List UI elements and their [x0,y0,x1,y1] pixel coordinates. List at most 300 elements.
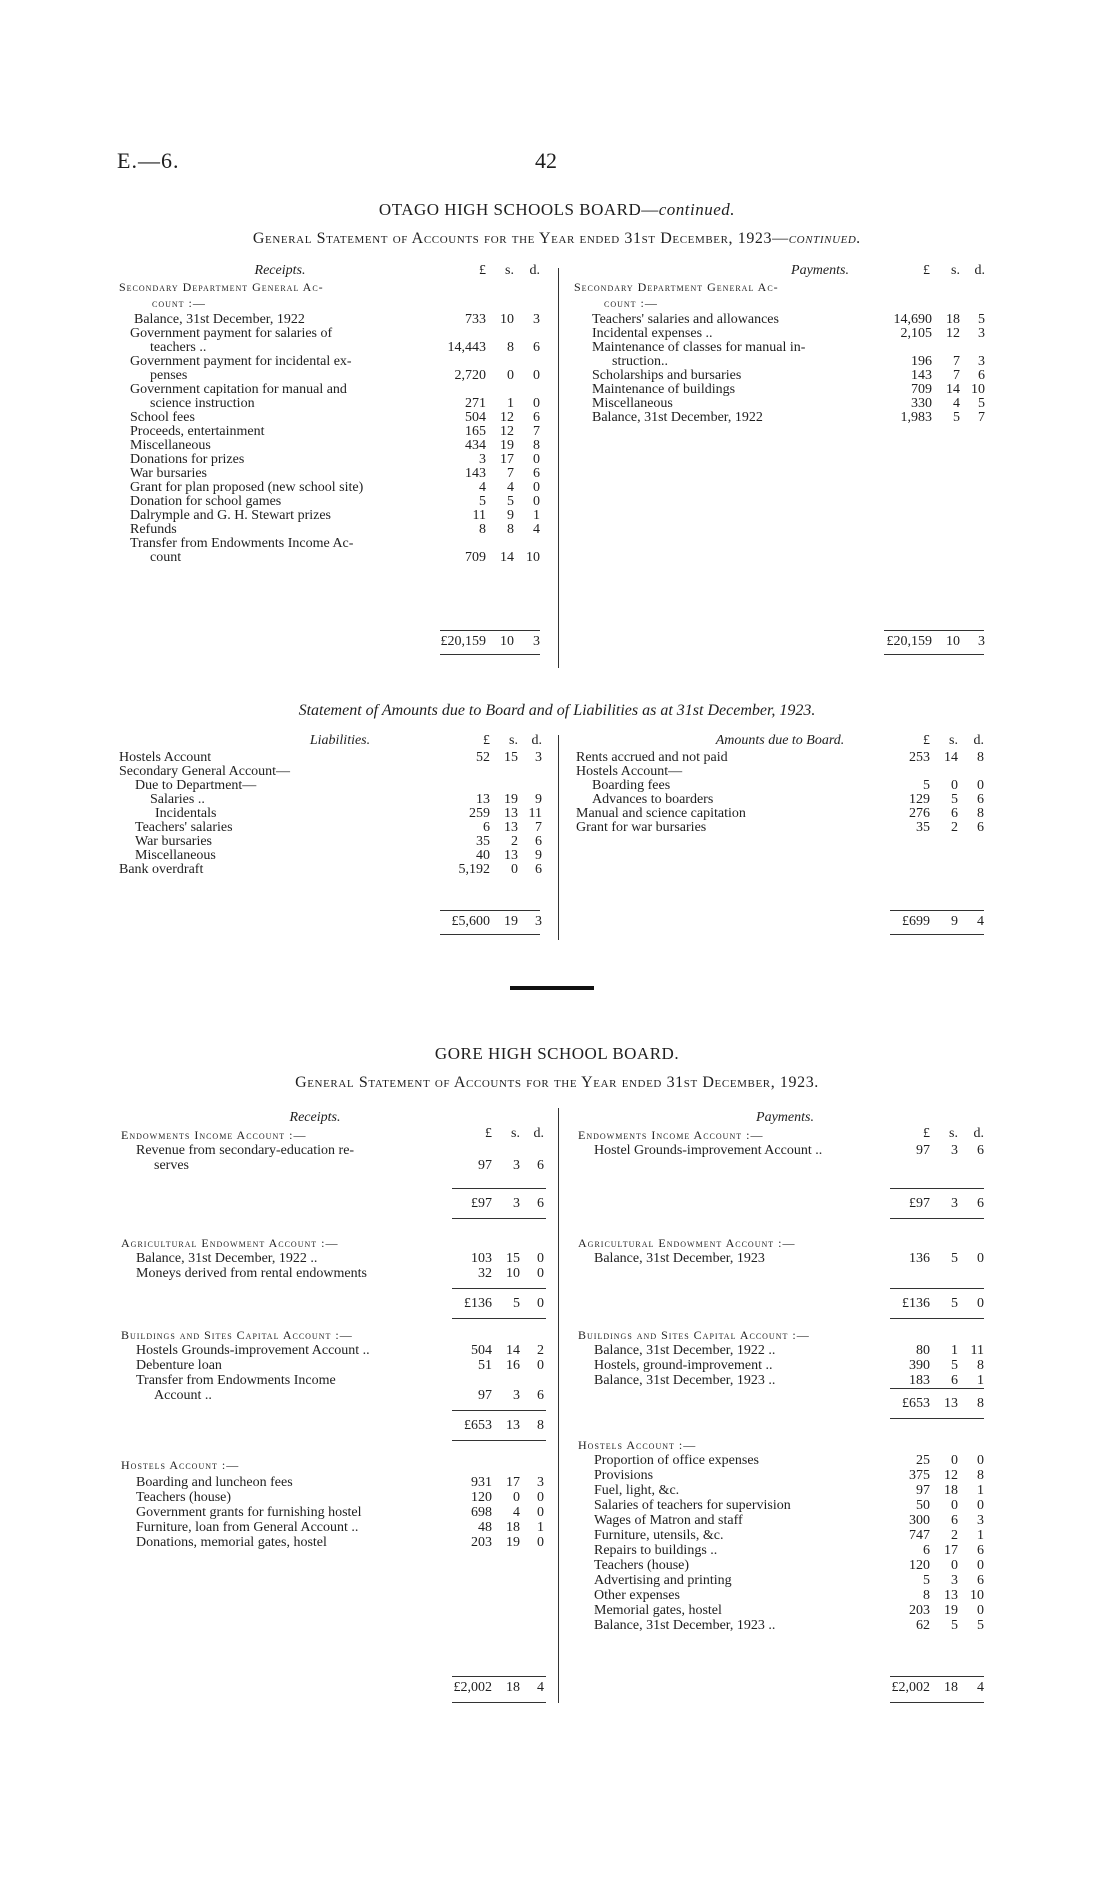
item-shillings: 3 [513,1158,520,1173]
item-pounds: 48 [478,1520,492,1535]
item-pence: 0 [533,494,540,509]
item-pence: 3 [978,326,985,341]
item-pence: 5 [977,1618,984,1633]
total-pence: 0 [977,1296,984,1311]
section-separator [510,986,594,990]
item-label: Salaries of teachers for supervision [594,1498,791,1513]
item-shillings: 18 [946,312,960,327]
item-pence: 2 [537,1343,544,1358]
item-pence: 6 [533,410,540,425]
rule [452,1676,546,1677]
item-label: War bursaries [130,466,208,481]
item-pounds: 390 [909,1358,930,1373]
item-label: serves [154,1158,189,1173]
item-shillings: 4 [513,1505,520,1520]
item-label: Transfer from Endowments Income Ac- [130,536,354,551]
gore-r-endow-heading: Endowments Income Account :— [121,1128,307,1142]
rule [890,1288,984,1289]
total-shillings: 13 [944,1396,958,1411]
item-shillings: 4 [953,396,960,411]
otago-subtitle [0,230,1114,248]
total-shillings: 19 [504,914,518,929]
item-label: Memorial gates, hostel [594,1603,722,1618]
item-pence: 0 [977,778,984,793]
pounds-heading: £ [479,263,486,278]
item-pounds: 14,443 [447,340,486,355]
item-pounds: 5,192 [458,862,490,877]
item-pence: 3 [978,354,985,369]
item-pence: 8 [533,438,540,453]
total-pounds: £136 [902,1296,930,1311]
otago-payments-section-line2: count :— [604,296,658,310]
item-pence: 8 [977,1468,984,1483]
item-label: Teachers' salaries and allowances [592,312,779,327]
item-label: Incidentals [155,806,217,821]
item-label: Maintenance of classes for manual in- [592,340,806,355]
item-pounds: 129 [909,792,930,807]
gore-p-hostel-heading: Hostels Account :— [578,1438,697,1452]
item-pounds: 165 [465,424,486,439]
item-pounds: 709 [911,382,932,397]
item-pence: 0 [977,1603,984,1618]
rule [890,1318,984,1319]
total-pounds: £653 [464,1418,492,1433]
item-pounds: 434 [465,438,486,453]
total-pounds: £2,002 [453,1680,492,1695]
item-label: Donation for school games [130,494,282,509]
item-label: Maintenance of buildings [592,382,736,397]
item-pounds: 330 [911,396,932,411]
item-label: Teachers' salaries [135,820,233,835]
item-shillings: 12 [946,326,960,341]
item-pounds: 300 [909,1513,930,1528]
total-pounds: £97 [471,1196,492,1211]
item-pounds: 143 [911,368,932,383]
item-label: Furniture, loan from General Account .. [136,1520,359,1535]
item-pounds: 50 [916,1498,930,1513]
item-shillings: 12 [944,1468,958,1483]
item-shillings: 14 [500,550,514,565]
item-pounds: 183 [909,1373,930,1388]
item-label: Government capitation for manual and [130,382,347,397]
item-pounds: 120 [909,1558,930,1573]
item-label: Grant for war bursaries [576,820,707,835]
amounts-due-heading: Amounts due to Board. [715,733,845,748]
item-label: Donations, memorial gates, hostel [136,1535,327,1550]
total-pence: 3 [535,914,542,929]
total-pence: 4 [977,1680,984,1695]
item-label: Provisions [594,1468,654,1483]
rule [890,1702,984,1703]
shillings-heading: s. [949,733,958,748]
total-pence: 8 [977,1396,984,1411]
item-pounds: 504 [471,1343,492,1358]
item-pounds: 35 [916,820,930,835]
item-label: Hostels Grounds-improvement Account .. [136,1343,370,1358]
rule [452,1188,546,1189]
total-pounds: £136 [464,1296,492,1311]
item-label: Salaries .. [150,792,205,807]
item-pounds: 51 [478,1358,492,1373]
pounds-heading: £ [483,733,490,748]
otago-receipts-heading: Receipts. [254,263,306,278]
item-label: Hostels Account [119,750,212,765]
item-label: Repairs to buildings .. [594,1543,718,1558]
total-pounds: £20,159 [440,634,486,649]
item-shillings: 16 [506,1358,520,1373]
item-shillings: 5 [951,792,958,807]
total-pence: 4 [977,914,984,929]
pounds-heading: £ [923,1126,930,1141]
item-pence: 7 [535,820,542,835]
rule [452,1288,546,1289]
item-pounds: 120 [471,1490,492,1505]
item-pence: 0 [537,1358,544,1373]
item-pence: 0 [977,1453,984,1468]
item-shillings: 5 [951,1358,958,1373]
item-pence: 0 [533,480,540,495]
item-label: Scholarships and bursaries [592,368,742,383]
otago-column-divider [558,268,559,668]
otago-receipts-total-rule [440,630,540,631]
item-pounds: 4 [479,480,486,495]
item-shillings: 9 [507,508,514,523]
pence-heading: d. [533,1126,544,1141]
gore-r-agri-heading: Agricultural Endowment Account :— [121,1236,339,1250]
item-label: Government payment for salaries of [130,326,333,341]
shillings-heading: s. [509,733,518,748]
item-shillings: 14 [946,382,960,397]
total-shillings: 18 [506,1680,520,1695]
item-pence: 6 [977,1543,984,1558]
item-pence: 9 [535,848,542,863]
item-shillings: 8 [507,340,514,355]
item-shillings: 15 [504,750,518,765]
item-pence: 0 [537,1251,544,1266]
item-pounds: 6 [923,1543,930,1558]
item-label: count [150,550,182,565]
item-label: Miscellaneous [135,848,216,863]
item-label: Incidental expenses .. [592,326,713,341]
item-pounds: 709 [465,550,486,565]
item-pounds: 14,690 [893,312,932,327]
item-pounds: 5 [923,1573,930,1588]
item-pounds: 52 [476,750,490,765]
item-label: Government grants for furnishing hostel [136,1505,362,1520]
item-label: Wages of Matron and staff [594,1513,743,1528]
otago-payments-heading: Payments. [791,263,849,278]
item-pence: 3 [533,312,540,327]
pence-heading: d. [974,263,985,278]
item-shillings: 2 [951,820,958,835]
liabilities-heading: Liabilities. [309,733,371,748]
item-pence: 1 [533,508,540,523]
item-shillings: 0 [951,778,958,793]
item-pence: 0 [537,1505,544,1520]
item-pence: 6 [533,340,540,355]
item-shillings: 0 [951,1498,958,1513]
item-shillings: 5 [953,410,960,425]
page-number: 42 [535,148,557,173]
item-pence: 1 [977,1483,984,1498]
item-pounds: 5 [479,494,486,509]
item-label: Advertising and printing [594,1573,732,1588]
item-pence: 6 [533,466,540,481]
item-label: Proceeds, entertainment [130,424,265,439]
item-pounds: 253 [909,750,930,765]
item-pence: 10 [970,1588,984,1603]
item-pence: 0 [533,368,540,383]
item-shillings: 6 [951,806,958,821]
gore-column-divider [558,1108,559,1703]
item-label: Balance, 31st December, 1922 [592,410,763,425]
item-label: Manual and science capitation [576,806,746,821]
gore-r-hostel-heading: Hostels Account :— [121,1458,240,1472]
gore-r-build-heading: Buildings and Sites Capital Account :— [121,1328,353,1342]
item-shillings: 0 [507,368,514,383]
item-pounds: 97 [478,1158,492,1173]
rule [890,1218,984,1219]
item-label: Rents accrued and not paid [576,750,728,765]
item-shillings: 13 [504,848,518,863]
item-label: Teachers (house) [594,1558,690,1573]
item-label: Proportion of office expenses [594,1453,759,1468]
item-label: Revenue from secondary-education re- [136,1143,355,1158]
item-pounds: 8 [923,1588,930,1603]
item-label: Other expenses [594,1588,680,1603]
total-pounds: £653 [902,1396,930,1411]
item-pence: 0 [977,1558,984,1573]
total-shillings: 3 [513,1196,520,1211]
gore-receipts-heading: Receipts. [289,1110,341,1125]
rule [890,1388,984,1389]
item-pence: 3 [977,1513,984,1528]
item-label: Government payment for incidental ex- [130,354,352,369]
total-shillings: 5 [513,1296,520,1311]
item-pence: 11 [528,806,542,821]
item-label: Hostels Account— [576,764,683,779]
item-pounds: 3 [479,452,486,467]
page-reference: E.—6. [117,148,180,173]
item-shillings: 3 [951,1143,958,1158]
item-shillings: 5 [951,1251,958,1266]
item-label: Fuel, light, &c. [594,1483,680,1498]
item-pounds: 6 [483,820,490,835]
item-label: Grant for plan proposed (new school site) [130,480,364,495]
item-pounds: 11 [472,508,486,523]
item-shillings: 19 [504,792,518,807]
item-label: Boarding fees [592,778,671,793]
item-label: Donations for prizes [130,452,245,467]
item-label: Balance, 31st December, 1923 .. [594,1373,776,1388]
item-pence: 7 [978,410,985,425]
rule [890,1418,984,1419]
item-pounds: 931 [471,1475,492,1490]
statement-column-divider [558,735,559,940]
item-label: Miscellaneous [592,396,673,411]
total-pounds: £20,159 [886,634,932,649]
pounds-heading: £ [923,263,930,278]
item-pence: 6 [977,820,984,835]
item-label: Hostel Grounds-improvement Account .. [594,1143,823,1158]
total-shillings: 3 [951,1196,958,1211]
item-shillings: 3 [951,1573,958,1588]
item-label: Teachers (house) [136,1490,232,1505]
total-pence: 6 [537,1196,544,1211]
item-pounds: 35 [476,834,490,849]
item-shillings: 19 [944,1603,958,1618]
item-pence: 10 [971,382,985,397]
item-pounds: 5 [923,778,930,793]
item-label: Boarding and luncheon fees [136,1475,293,1490]
item-shillings: 17 [944,1543,958,1558]
item-pence: 0 [537,1490,544,1505]
item-shillings: 1 [951,1343,958,1358]
item-pence: 3 [537,1475,544,1490]
item-label: Furniture, utensils, &c. [594,1528,724,1543]
item-label: Bank overdraft [119,862,204,877]
rule [890,1188,984,1189]
total-pence: 4 [537,1680,544,1695]
otago-subtitle-cont: continued. [788,230,862,247]
item-shillings: 10 [506,1266,520,1281]
otago-receipts-section-line1: Secondary Department General Ac- [119,280,324,294]
item-shillings: 7 [507,466,514,481]
item-shillings: 6 [951,1513,958,1528]
total-pence: 0 [537,1296,544,1311]
item-shillings: 0 [511,862,518,877]
item-pence: 6 [537,1158,544,1173]
gore-payments-heading: Payments. [756,1110,814,1125]
item-pence: 11 [970,1343,984,1358]
item-pounds: 97 [916,1483,930,1498]
item-pounds: 143 [465,466,486,481]
item-shillings: 10 [500,312,514,327]
pence-heading: d. [531,733,542,748]
item-pence: 0 [533,396,540,411]
amounts-due-double-rule [890,934,984,935]
item-pounds: 698 [471,1505,492,1520]
item-pence: 0 [977,1251,984,1266]
item-pounds: 97 [916,1143,930,1158]
item-label: Balance, 31st December, 1922 [134,312,305,327]
item-label: struction.. [612,354,668,369]
shillings-heading: s. [511,1126,520,1141]
otago-statement-title: Statement of Amounts due to Board and of Liabilities as at 31st December, 1923. [298,702,816,719]
item-pounds: 1,983 [900,410,932,425]
item-pounds: 103 [471,1251,492,1266]
item-pence: 0 [533,452,540,467]
item-label: Hostels, ground-improvement .. [594,1358,773,1373]
total-shillings: 10 [946,634,960,649]
item-shillings: 12 [500,410,514,425]
item-shillings: 15 [506,1251,520,1266]
otago-payments-double-rule [884,654,984,655]
pence-heading: d. [529,263,540,278]
item-pounds: 203 [471,1535,492,1550]
item-shillings: 13 [504,820,518,835]
item-pounds: 2,720 [454,368,486,383]
item-shillings: 18 [506,1520,520,1535]
otago-title-cont: continued. [658,200,736,219]
item-shillings: 5 [507,494,514,509]
item-pounds: 271 [465,396,486,411]
item-shillings: 6 [951,1373,958,1388]
item-pounds: 25 [916,1453,930,1468]
item-label: science instruction [150,396,255,411]
item-label: Advances to boarders [592,792,714,807]
otago-payments-total-rule [884,630,984,631]
item-pounds: 8 [479,522,486,537]
liabilities-total-rule [440,910,540,911]
item-pounds: 62 [916,1618,930,1633]
total-shillings: 5 [951,1296,958,1311]
item-pence: 1 [977,1373,984,1388]
total-pounds: £97 [909,1196,930,1211]
liabilities-double-rule [440,934,540,935]
otago-receipts-double-rule [440,654,540,655]
item-pounds: 203 [909,1603,930,1618]
total-shillings: 18 [944,1680,958,1695]
gore-title: GORE HIGH SCHOOL BOARD. [434,1044,680,1063]
item-pence: 0 [537,1535,544,1550]
item-shillings: 17 [500,452,514,467]
item-pounds: 259 [469,806,490,821]
item-label: Transfer from Endowments Income [136,1373,336,1388]
item-shillings: 0 [513,1490,520,1505]
item-pence: 0 [537,1266,544,1281]
item-pounds: 733 [465,312,486,327]
item-shillings: 14 [506,1343,520,1358]
item-pence: 6 [977,792,984,807]
item-label: Debenture loan [136,1358,222,1373]
item-label: Balance, 31st December, 1922 .. [136,1251,318,1266]
total-pounds: £5,600 [451,914,490,929]
rule [452,1218,546,1219]
item-shillings: 1 [507,396,514,411]
item-pence: 6 [977,1143,984,1158]
item-pence: 7 [533,424,540,439]
item-shillings: 8 [507,522,514,537]
item-label: War bursaries [135,834,213,849]
item-shillings: 7 [953,354,960,369]
rule [452,1318,546,1319]
item-shillings: 18 [944,1483,958,1498]
item-pounds: 40 [476,848,490,863]
item-shillings: 0 [951,1558,958,1573]
item-pounds: 97 [478,1388,492,1403]
item-label: Secondary General Account— [119,764,291,779]
item-shillings: 4 [507,480,514,495]
item-label: Moneys derived from rental endowments [136,1266,367,1281]
item-pence: 1 [537,1520,544,1535]
shillings-heading: s. [505,263,514,278]
item-pounds: 504 [465,410,486,425]
item-shillings: 0 [951,1453,958,1468]
item-shillings: 19 [506,1535,520,1550]
item-label: Dalrymple and G. H. Stewart prizes [130,508,331,523]
gore-p-endow-heading: Endowments Income Account :— [578,1128,764,1142]
pounds-heading: £ [923,733,930,748]
item-label: Balance, 31st December, 1923 [594,1251,765,1266]
item-shillings: 19 [500,438,514,453]
total-pence: 8 [537,1418,544,1433]
item-shillings: 2 [951,1528,958,1543]
item-shillings: 13 [944,1588,958,1603]
pence-heading: d. [973,1126,984,1141]
item-pounds: 196 [911,354,932,369]
item-label: Due to Department— [135,778,257,793]
